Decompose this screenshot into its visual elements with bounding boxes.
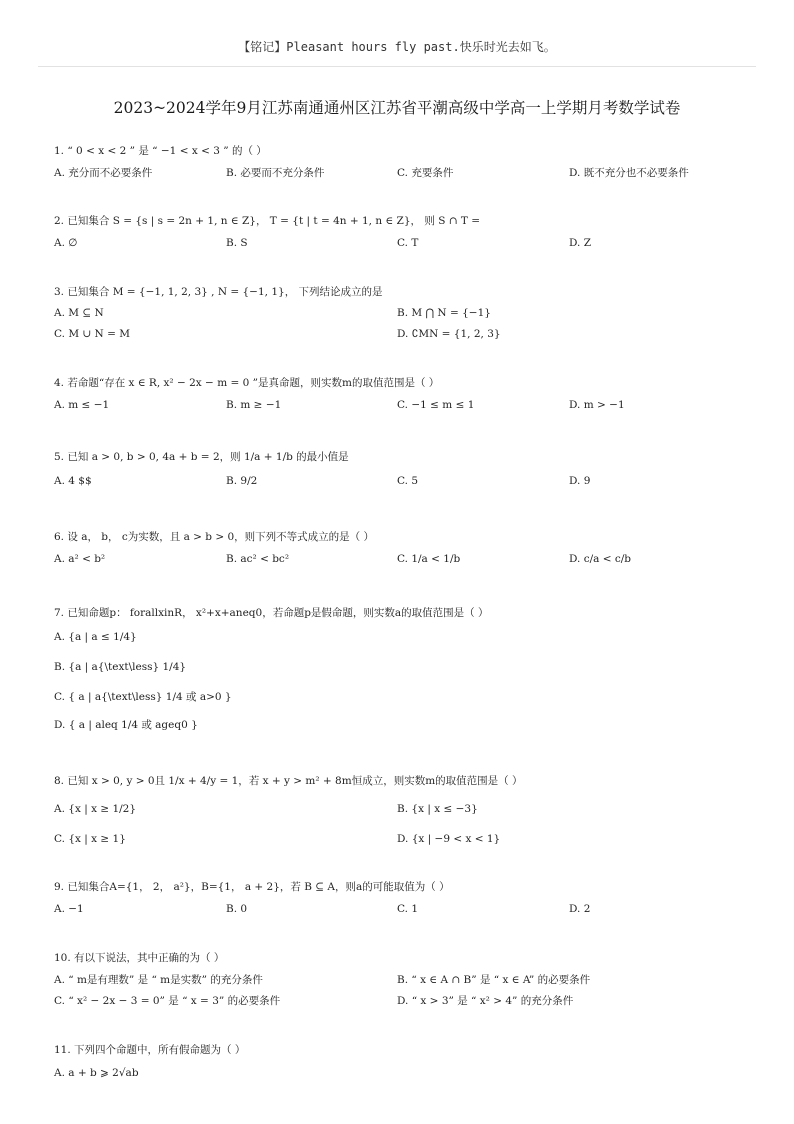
exam-title: 2023~2024学年9月江苏南通通州区江苏省平潮高级中学高一上学期月考数学试卷 bbox=[113, 99, 681, 117]
question-9-option-a: A. −1 bbox=[54, 903, 84, 915]
question-9-option-c: C. 1 bbox=[397, 903, 419, 915]
question-8-option-b: B. {x | x ≤ −3} bbox=[397, 803, 478, 815]
question-4-option-b: B. m ≥ −1 bbox=[226, 399, 282, 411]
question-8-option-d: D. {x | −9 < x < 1} bbox=[397, 833, 501, 845]
question-7-option-d: D. { a | aleq 1/4 或 ageq0 } bbox=[54, 719, 198, 731]
question-1-stem: 1. “ 0 < x < 2 ” 是 “ −1 < x < 3 ” 的（ ） bbox=[54, 145, 267, 157]
question-10-option-a: A. “ m是有理数” 是 “ m是实数” 的充分条件 bbox=[54, 974, 263, 986]
question-10-option-c: C. “ x² − 2x − 3 = 0” 是 “ x = 3” 的必要条件 bbox=[54, 995, 281, 1007]
question-10-stem: 10. 有以下说法，其中正确的为（ ） bbox=[54, 952, 225, 964]
question-4-stem: 4. 若命题“存在 x ∈ R, x² − 2x − m = 0 ”是真命题，则实数m的取值范围是（ ） bbox=[54, 377, 440, 389]
question-4-option-d: D. m > −1 bbox=[569, 399, 625, 411]
question-10-option-d: D. “ x > 3” 是 “ x² > 4” 的充分条件 bbox=[397, 995, 574, 1007]
question-2-option-c: C. T bbox=[397, 237, 419, 249]
question-10-option-b: B. “ x ∈ A ∩ B” 是 “ x ∈ A” 的必要条件 bbox=[397, 974, 591, 986]
question-3-option-b: B. M ⋂ N = {−1} bbox=[397, 307, 491, 319]
question-5-stem: 5. 已知 a > 0, b > 0, 4a + b = 2，则 1/a + 1/b 的最小值是 bbox=[54, 451, 349, 463]
question-7-option-b: B. {a | a{\text\less} 1/4} bbox=[54, 661, 187, 673]
header-divider bbox=[38, 66, 756, 67]
question-4-option-a: A. m ≤ −1 bbox=[54, 399, 110, 411]
question-6-option-b: B. ac² < bc² bbox=[226, 553, 290, 565]
question-6-option-d: D. c/a < c/b bbox=[569, 553, 632, 565]
question-8-option-c: C. {x | x ≥ 1} bbox=[54, 833, 126, 845]
question-7-option-a: A. {a | a ≤ 1/4} bbox=[54, 631, 137, 643]
question-3-option-a: A. M ⊆ N bbox=[54, 307, 104, 319]
question-1-option-b: B. 必要而不充分条件 bbox=[226, 167, 325, 179]
question-8-option-a: A. {x | x ≥ 1/2} bbox=[54, 803, 137, 815]
question-9-stem: 9. 已知集合A={1， 2， a²}，B={1， a + 2}，若 B ⊆ A，则a的可能取值为（ ） bbox=[54, 881, 450, 893]
question-11-option-a: A. a + b ⩾ 2√ab bbox=[54, 1067, 139, 1079]
question-6-stem: 6. 设 a， b， c为实数，且 a > b > 0，则下列不等式成立的是（ ） bbox=[54, 531, 375, 543]
question-3-stem: 3. 已知集合 M = {−1, 1, 2, 3} , N = {−1, 1}， 下列结论成立的是 bbox=[54, 286, 383, 298]
question-3-option-d: D. ∁MN = {1, 2, 3} bbox=[397, 328, 501, 340]
question-7-stem: 7. 已知命题p： forallxinR， x²+x+aneq0，若命题p是假命题，则实数a的取值范围是（ ） bbox=[54, 607, 489, 619]
question-1-option-a: A. 充分而不必要条件 bbox=[54, 167, 153, 179]
question-1-option-d: D. 既不充分也不必要条件 bbox=[569, 167, 689, 179]
question-6-option-a: A. a² < b² bbox=[54, 553, 106, 565]
question-3-option-c: C. M ∪ N = M bbox=[54, 328, 130, 340]
question-1-option-c: C. 充要条件 bbox=[397, 167, 454, 179]
question-5-option-d: D. 9 bbox=[569, 475, 591, 487]
question-2-option-b: B. S bbox=[226, 237, 248, 249]
question-5-option-b: B. 9/2 bbox=[226, 475, 258, 487]
header-motto: 【铭记】Pleasant hours fly past.快乐时光去如飞。 bbox=[238, 40, 556, 54]
question-4-option-c: C. −1 ≤ m ≤ 1 bbox=[397, 399, 475, 411]
question-2-option-a: A. ∅ bbox=[54, 237, 78, 249]
question-6-option-c: C. 1/a < 1/b bbox=[397, 553, 461, 565]
question-2-option-d: D. Z bbox=[569, 237, 592, 249]
question-5-option-c: C. 5 bbox=[397, 475, 419, 487]
question-9-option-d: D. 2 bbox=[569, 903, 591, 915]
question-11-stem: 11. 下列四个命题中，所有假命题为（ ） bbox=[54, 1044, 246, 1056]
question-9-option-b: B. 0 bbox=[226, 903, 248, 915]
question-5-option-a: A. 4 $$ bbox=[54, 475, 92, 487]
question-8-stem: 8. 已知 x > 0, y > 0且 1/x + 4/y = 1，若 x + y > m² + 8m恒成立，则实数m的取值范围是（ ） bbox=[54, 775, 523, 787]
question-7-option-c: C. { a | a{\text\less} 1/4 或 a>0 } bbox=[54, 691, 232, 703]
question-2-stem: 2. 已知集合 S = {s | s = 2n + 1, n ∈ Z}， T = {t | t = 4n + 1, n ∈ Z}， 则 S ∩ T = bbox=[54, 215, 481, 227]
